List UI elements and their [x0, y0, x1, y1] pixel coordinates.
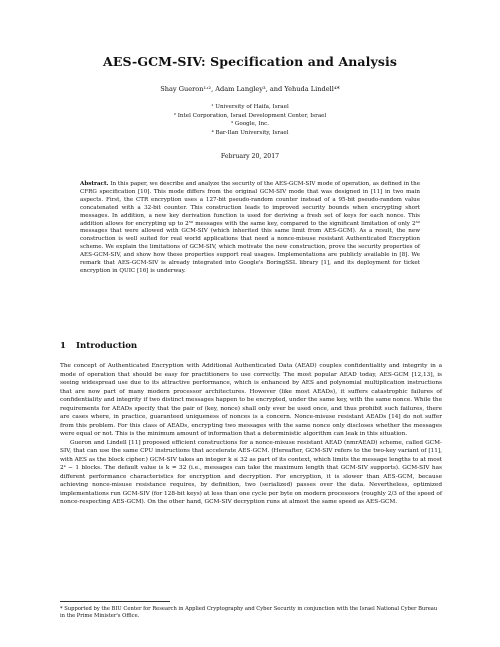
body-text — [60, 362, 442, 507]
paper-title: AES-GCM-SIV: Specification and Analysis — [103, 54, 397, 69]
affiliation-item: ⁴ Bar-Ilan University, Israel — [211, 129, 289, 136]
author-list: Shay Gueron¹ʴ², Adam Langley³, and Yehuda Lindell⁴* — [160, 85, 340, 93]
abstract-text: In this paper, we describe and analyze the security of the AES-GCM-SIV mode of operation, as defined in the CFRG specification [10]. This mode differs from the original GCM-SIV mode that was designed in [11] in two main aspects. First, the CTR encryption uses a 127-bit pseudo-random counter instead of a 95-bit pseudo-random value concatenated with a 32-bit counter. This construction leads to improved security bounds when encrypting short messages. In addition, a new key derivation function is used for deriving a fresh set of keys for each nonce. This addition allows for encrypting up to 2⁵⁰ messages with the same key, compared to the significant limitation of only 2³² messages that were allowed with GCM-SIV (which inherited this same limit from AES-GCM). As a result, the new construction is well suited for real world applications that need a nonce-misuse resistant Authenticated Encryption scheme. We explain the limitations of GCM-SIV, which motivate the new construction, prove the security properties of AES-GCM-SIV, and show how these properties support real usages. Implementations are publicly available in [8]. We remark that AES-GCM-SIV is already integrated into Google's BoringSSL library [1], and its deployment for ticket encryption in QUIC [16] is underway. — [80, 181, 421, 274]
footnote: * Supported by the BIU Center for Research in Applied Cryptography and Cyber Security in conjunction with the Israel National Cyber Bureau in the Prime Minister's Office. — [60, 606, 438, 620]
abstract-block — [80, 181, 420, 276]
affiliation-list — [0, 103, 500, 137]
abstract-label: Abstract. — [80, 181, 109, 187]
section-heading — [60, 341, 137, 351]
affiliation-item: ¹ University of Haifa, Israel — [211, 104, 289, 110]
paragraph: Gueron and Lindell [11] proposed efficient constructions for a nonce-misuse resistant AEAD (nmrAEAD) scheme, called GCM-SIV, that can use the same CPU instructions that accelerate AES-GCM. (Hereafter, GCM-SIV refers to the two-key variant of [11], with AES as the block cipher.) GCM-SIV takes an integer k ≤ 32 as part of its context, which limits the message lengths to at most 2ᵏ − 1 blocks. The default value is k = 32 (i.e., messages can take the maximum length that GCM-SIV supports). GCM-SIV has different performance characteristics for encryption and decryption. For encryption, it is slower than AES-GCM, because achieving nonce-misuse resistance requires, by definition, two (serialized) passes over the data. Nevertheless, optimized implementations run GCM-SIV (for 128-bit keys) at less than one cycle per byte on modern processors (roughly 2/3 of the speed of nonce-respecting AES-GCM). On the other hand, GCM-SIV decryption runs at almost the same speed as AES-GCM. — [60, 439, 442, 505]
affiliation-item: ³ Google, Inc. — [230, 121, 270, 128]
footnote-divider — [60, 601, 170, 602]
affiliation-item: ² Intel Corporation, Israel Development Center, Israel — [173, 112, 327, 119]
paper-date: February 20, 2017 — [220, 153, 280, 160]
section-number: 1 — [60, 341, 66, 351]
paragraph: The concept of Authenticated Encryption with Additional Authenticated Data (AEAD) couples confidentiality and integrity in a mode of operation that should be easy for practitioners to use correctly. The most popular AEAD today, AES-GCM [12,13], is seeing widespread use due to its attractive performance, which is enhanced by AES and polynomial multiplication instructions that are now part of many modern processor architectures. However (like most AEADs), it suffers catastrophic failures of confidentiality and integrity if two distinct messages happen to be encrypted, under the same key, with the same nonce. While the requirements for AEADs specify that the pair of (key, nonce) shall only ever be used once, and thus prohibit such failures, there are cases where, in practice, guaranteed uniqueness of nonces is a concern. Nonce-misuse resistant AEADs [14] do not suffer from this problem. For this class of AEADs, encrypting two messages with the same nonce only discloses whether the messages were equal or not. This is the minimum amount of information that a deterministic algorithm can leak in this situation. — [60, 363, 442, 437]
section-title: Introduction — [75, 341, 138, 351]
